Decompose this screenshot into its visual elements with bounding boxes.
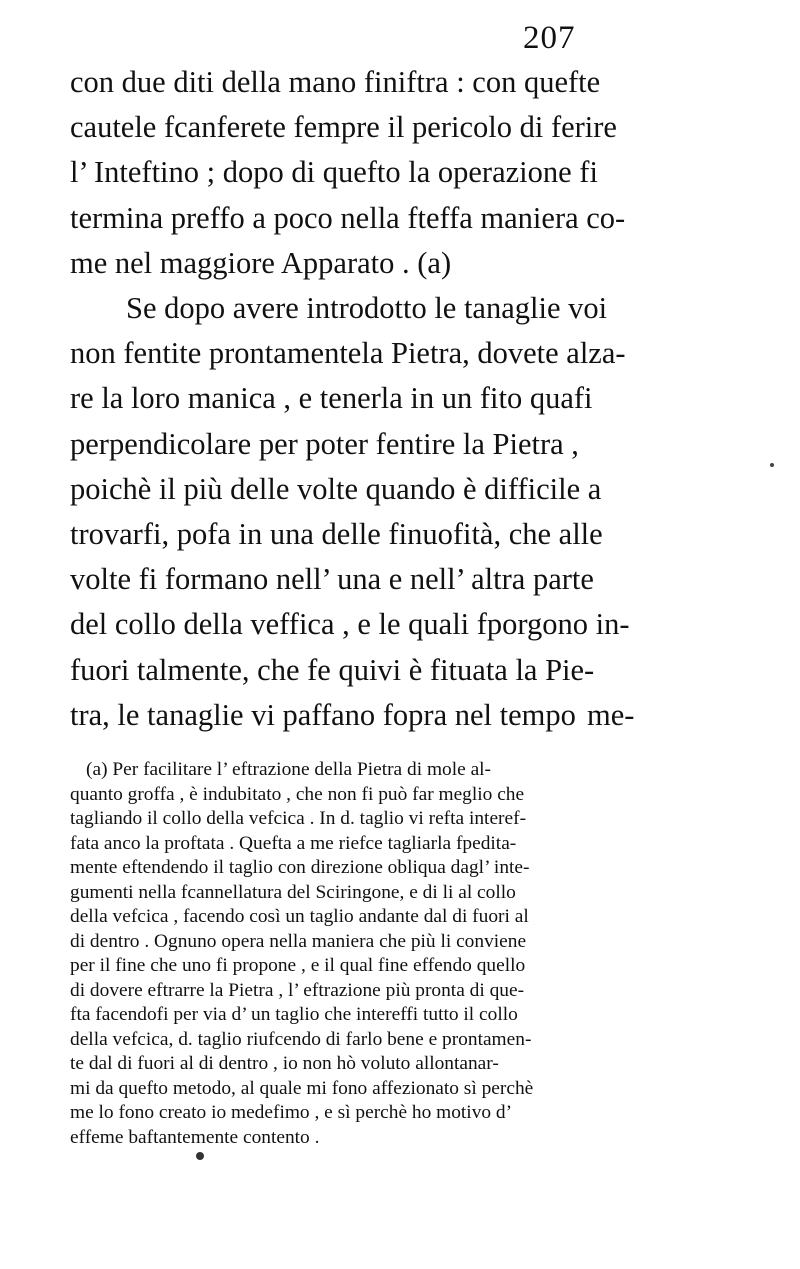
footnote-line: di dentro . Ognuno opera nella maniera che più li conviene bbox=[70, 930, 527, 952]
text-line: cautele fcanferete fempre il pericolo di ferire bbox=[70, 110, 617, 145]
ink-spot bbox=[196, 1152, 204, 1160]
ink-speck bbox=[770, 463, 774, 467]
text-line: poichè il più delle volte quando è difficile a bbox=[70, 471, 602, 506]
footnote-line: mente eftendendo il taglio con direzione obliqua dagl’ inte- bbox=[70, 857, 530, 878]
paragraph-new bbox=[70, 286, 760, 738]
text-line: del collo della veffica , e le quali fporgono in- bbox=[70, 607, 630, 642]
text-line: non fentite prontamentela Pietra, dovete alza- bbox=[70, 336, 626, 371]
footnote-line: me lo fono creato io medefimo , e sì perchè ho motivo d’ bbox=[70, 1102, 513, 1123]
footnote-line: fta facendofi per via d’ un taglio che intereffi tutto il collo bbox=[70, 1004, 518, 1025]
footnote-line: effeme baftantemente contento . bbox=[70, 1126, 320, 1148]
paragraph-continuation bbox=[70, 60, 760, 286]
text-line: termina preffo a poco nella fteffa maniera co- bbox=[70, 200, 626, 235]
text-line: perpendicolare per poter fentire la Pietra , bbox=[70, 426, 579, 461]
page-number: 207 bbox=[523, 20, 576, 56]
text-line: volte fi formano nell’ una e nell’ altra parte bbox=[70, 562, 594, 597]
text-line: l’ Inteftino ; dopo di quefto la operazione fi bbox=[70, 155, 598, 190]
text-line: Se dopo avere introdotto le tanaglie voi bbox=[126, 291, 608, 326]
main-text-body bbox=[70, 60, 760, 738]
footnote bbox=[70, 758, 750, 1150]
footnote-line: te dal di fuori al di dentro , io non hò voluto allontanar- bbox=[70, 1053, 499, 1074]
footnote-line: di dovere eftrarre la Pietra , l’ eftrazione più pronta di que- bbox=[70, 979, 525, 1001]
footnote-line: (a) Per facilitare l’ eftrazione della Pietra di mole al- bbox=[86, 759, 492, 780]
text-line: re la loro manica , e tenerla in un fito quafi bbox=[70, 381, 593, 416]
footnote-line: per il fine che uno fi propone , e il qual fine effendo quello bbox=[70, 955, 526, 976]
text-line: fuori talmente, che fe quivi è fituata la Pie- bbox=[70, 652, 595, 687]
footnote-line: tagliando il collo della vefcica . In d. taglio vi refta interef- bbox=[70, 808, 527, 829]
footnote-line: mi da quefto metodo, al quale mi fono affezionato sì perchè bbox=[70, 1077, 534, 1099]
footnote-line: fata anco la proftata . Quefta a me riefce tagliarla fpedita- bbox=[70, 832, 517, 854]
footnote-line: della vefcica, d. taglio riufcendo di farlo bene e prontamen- bbox=[70, 1028, 532, 1050]
text-line: con due diti della mano finiftra : con quefte bbox=[70, 65, 601, 99]
footnote-line: gumenti nella fcannellatura del Sciringone, e di li al collo bbox=[70, 881, 516, 903]
text-line: tra, le tanaglie vi paffano fopra nel tempo bbox=[70, 697, 576, 732]
footnote-line: della vefcica , facendo così un taglio andante dal di fuori al bbox=[70, 906, 529, 927]
catchword: me- bbox=[587, 698, 635, 732]
text-line: trovarfi, pofa in una delle finuofità, che alle bbox=[70, 517, 603, 552]
text-line: me nel maggiore Apparato . (a) bbox=[70, 245, 452, 280]
footnote-line: quanto groffa , è indubitato , che non fi può far meglio che bbox=[70, 783, 525, 805]
